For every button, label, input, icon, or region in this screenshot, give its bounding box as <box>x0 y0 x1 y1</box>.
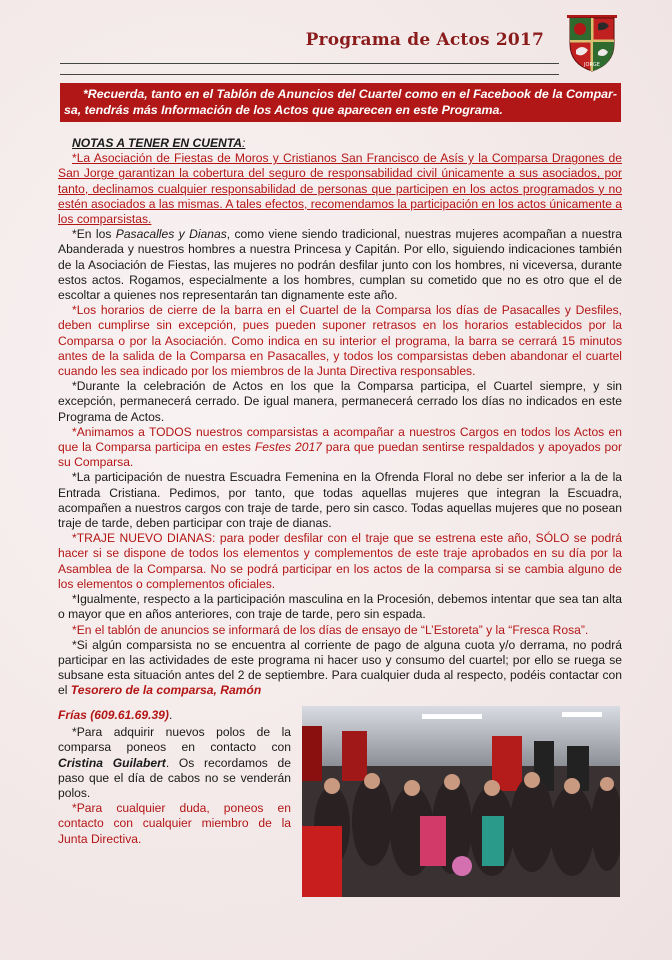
notes-section <box>58 136 622 699</box>
notes-heading: NOTAS A TENER EN CUENTA: <box>72 136 246 150</box>
notes-lower-column <box>58 708 291 847</box>
header-rule-top <box>60 63 559 64</box>
note-ensayo: *En el tablón de anuncios se informará de los días de ensayo de “L’Estoreta” y la “Fresca Rosa”. <box>72 622 589 637</box>
comparsa-shield-logo <box>566 14 618 72</box>
note-cuartel-closed: *Durante la celebración de Actos en los que la Comparsa participa, el Cuartel siempre, y sin excepción, permanecerá cerrado. De igual manera, permanecerá cerrado los días no indicados en este Programa de Actos. <box>58 379 622 424</box>
note-escuadra-femenina: *La participación de nuestra Escuadra Femenina en la Ofrenda Floral no debe ser inferior a la de la Entrada Cristiana. Pedimos, por tanto, que todas aquellas mujeres que integran la Escuadra, acompañen a nuestros cargos con traje de tarde, pero sin casco. Todas aquellas mujeres que no posean traje de tarde, deben participar con traje de dianas. <box>58 470 622 531</box>
notice-banner <box>60 83 621 122</box>
shield-caption: JORGE <box>584 62 600 68</box>
note-accompany-cargos: *Animamos a TODOS nuestros comparsistas a acompañar a nuestros Cargos en todos los Actos en que la Comparsa participa en estes Festes 2017 para que puedan sentirse respaldados y apoyados por su Comparsa. <box>58 424 622 470</box>
banner-line-1: *Recuerda, tanto en el Tablón de Anuncios del Cuartel como en el Facebook de la Compar- <box>82 87 617 101</box>
note-polos: *Para adquirir nuevos polos de la comparsa poneos en contacto con Cristina Guilabert. Os recordamos de paso que el día de cabos no se venderán polos. <box>58 725 291 801</box>
note-payment-contact: Frías (609.61.69.39). <box>58 708 173 722</box>
note-bar-hours: *Los horarios de cierre de la barra en el Cuartel de la Comparsa los días de Pasacalles y Desfiles, deben cumplirse sin excepción, pues pueden suponer retrasos en los horarios establecidos por la Comparsa o por la Asociación. Como indica en su interior el programa, la barra se cerrará 15 minutos antes de la salida de la Comparsa en Pasacalles, y todos los comparsistas deben abandonar el cuartel cuando les sea indicado por los miembros de la Junta Directiva responsables. <box>58 303 622 379</box>
note-insurance: *La Asociación de Fiestas de Moros y Cristianos San Francisco de Asís y la Comparsa Dragones de San Jorge garantizan la cobertura del seguro de responsabilidad civil únicamente a sus asociados, por tanto, declinamos cualquier responsabilidad de personas que participen en los actos programados y no estén asociados a las mismas. A tales efectos, recomendamos la participación en los actos únicamente a los comparsistas. <box>58 151 623 227</box>
note-traje-nuevo: *TRAJE NUEVO DIANAS: para poder desfilar con el traje que se estrena este año, SÓLO se podrá hacer si se dispone de todos los elementos y complementos de este traje aprobados en su día por la Asamblea de la Comparsa. No se podrá participar en los actos de la comparsa si se cambia alguno de los elementos o complementos oficiales. <box>58 531 622 591</box>
banner-line-2: sa, tendrás más Información de los Actos que aparecen en este Programa. <box>64 102 503 117</box>
note-pasacalles: *En los Pasacalles y Dianas, como viene siendo tradicional, nuestras mujeres acompañan a nuestra Abanderada y nuestros hombres a nuestra Princesa y Capitán. Por ello, siguiendo indicaciones también de la Asociación de Fiestas, las mujeres no podrán desfilar junto con los hombres, ni viceversa, durante estos actos. Rogamos, especialmente a los hombres, cumplan su cometido que no es otro que el de escoltar a quienes nos representarán tan dignamente este año. <box>58 227 622 303</box>
group-photo <box>302 706 620 897</box>
note-procesion: *Igualmente, respecto a la participación masculina en la Procesión, debemos intentar que sea tan alta o mayor que en años anteriores, con traje de tarde, pero sin espada. <box>58 592 622 622</box>
note-contact-junta: *Para cualquier duda, poneos en contacto con cualquier miembro de la Junta Directiva. <box>58 801 291 846</box>
header-rule-bottom <box>60 74 559 75</box>
note-payment: *Si algún comparsista no se encuentra al corriente de pago de alguna cuota y/o derrama, no podrá participar en las actividades de este programa ni hacer uso y consumo del cuartel; por ello se ruega se subsane esta situación antes del 2 de septiembre. Para cualquier duda al respecto, podéis contactar con el Tesorero de la comparsa, Ramón <box>58 637 622 698</box>
page-title: Programa de Actos 2017 <box>305 30 544 50</box>
